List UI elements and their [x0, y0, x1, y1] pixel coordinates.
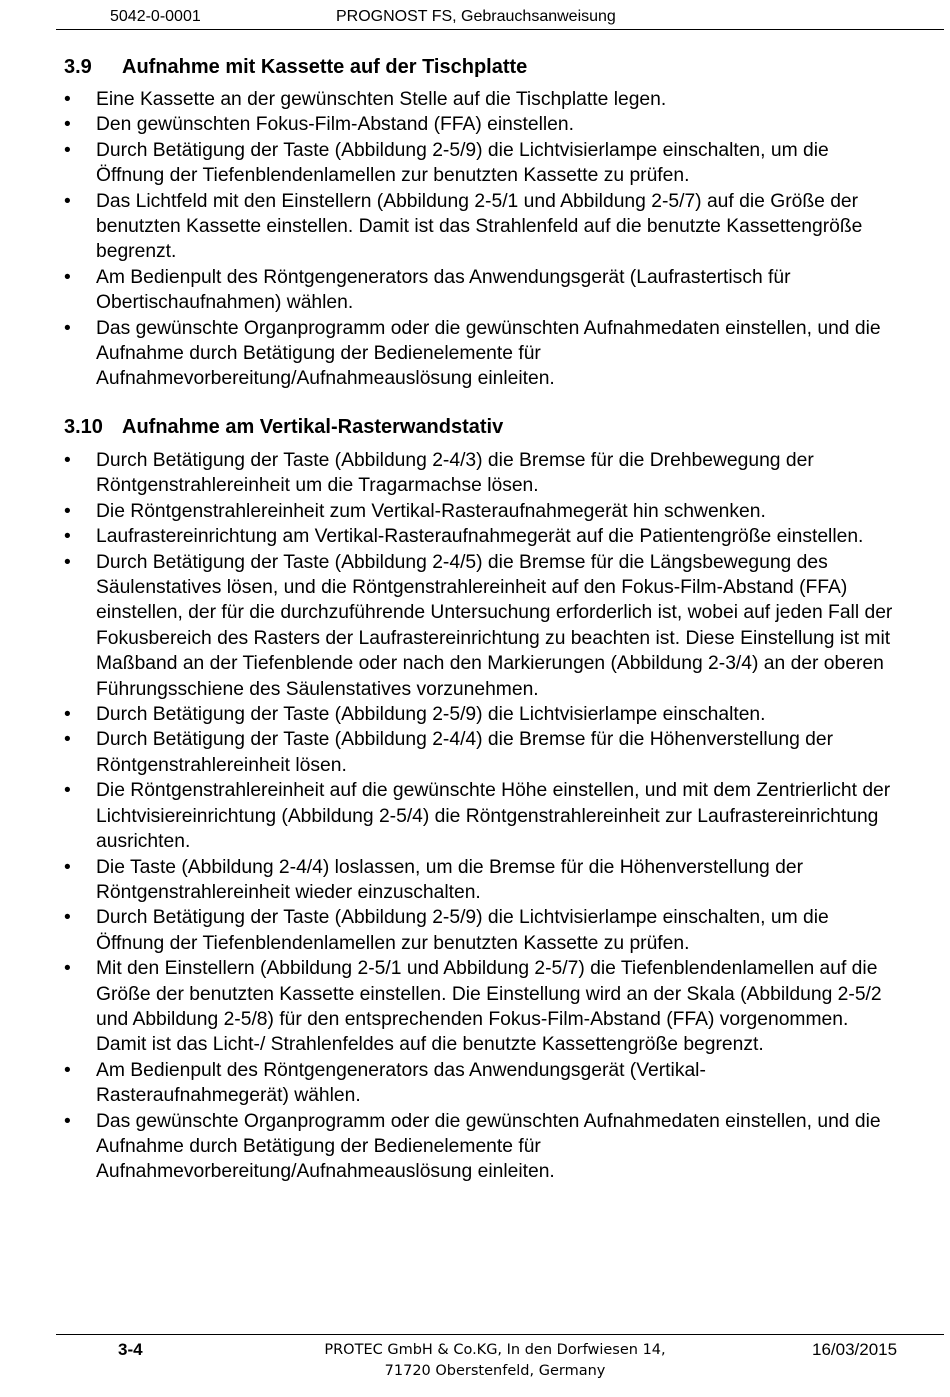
list-item: • Durch Betätigung der Taste (Abbildung 2-4/5) die Bremse für die Längsbewegung des Säulenstatives lösen, und die Röntgenstrahlereinheit auf den Fokus-Film-Abstand (FFA) einstellen, der für die durchzuführende Untersuchung erforderlich ist, wobei auf jeden Fall der Fokusbereich des Rasters der Laufrastereinrichtung zu beachten ist. Diese Einstellung ist mit Maßband an der Tiefenblende oder nach den Markierungen (Abbildung 2-3/4) an der oberen Führungsschiene des Säulenstatives vorzunehmen. — [64, 550, 894, 702]
list-item: • Durch Betätigung der Taste (Abbildung 2-5/9) die Lichtvisierlampe einschalten, um die Öffnung der Tiefenblendenlamellen zur benutzten Kassette zu prüfen. — [64, 905, 894, 956]
section-number: 3.10 — [64, 416, 103, 438]
list-item: • Eine Kassette an der gewünschten Stelle auf die Tischplatte legen. — [64, 87, 894, 112]
header-divider — [56, 29, 944, 30]
section-heading-3-10 — [64, 416, 503, 439]
list-item: • Durch Betätigung der Taste (Abbildung 2-5/9) die Lichtvisierlampe einschalten. — [64, 702, 894, 727]
list-item: • Durch Betätigung der Taste (Abbildung 2-4/4) die Bremse für die Höhenverstellung der Röntgenstrahlereinheit lösen. — [64, 727, 894, 778]
list-item: • Die Röntgenstrahlereinheit auf die gewünschte Höhe einstellen, und mit dem Zentrierlicht der Lichtvisiereinrichtung (Abbildung 2-5/4) die Röntgenstrahlereinheit zur Laufrastereinrichtung ausrichten. — [64, 778, 894, 854]
footer-divider — [56, 1334, 944, 1335]
page-footer — [0, 1336, 950, 1386]
list-item: • Laufrastereinrichtung am Vertikal-Rasteraufnahmegerät auf die Patientengröße einstellen. — [64, 524, 894, 549]
section-title: Aufnahme mit Kassette auf der Tischplatte — [122, 56, 528, 78]
bullet-list-3-10 — [64, 448, 894, 1185]
list-item: • Die Taste (Abbildung 2-4/4) loslassen, um die Bremse für die Höhenverstellung der Röntgenstrahlereinheit wieder einzuschalten. — [64, 855, 894, 906]
page-header — [0, 6, 950, 30]
list-item: • Das gewünschte Organprogramm oder die gewünschten Aufnahmedaten einstellen, und die Aufnahme durch Betätigung der Bedienelemente für Aufnahmevorbereitung/Aufnahmeauslösung einleiten. — [64, 1109, 894, 1185]
list-item: • Mit den Einstellern (Abbildung 2-5/1 und Abbildung 2-5/7) die Tiefenblendenlamellen auf die Größe der benutzten Kassette einstellen. Die Einstellung wird an der Skala (Abbildung 2-5/2 und Abbildung 2-5/8) für den entsprechenden Fokus-Film-Abstand (FFA) vorgenommen. Damit ist das Licht-/ Strahlenfeldes auf die benutzte Kassettengröße begrenzt. — [64, 956, 894, 1058]
list-item: • Die Röntgenstrahlereinheit zum Vertikal-Rasteraufnahmegerät hin schwenken. — [64, 499, 894, 524]
section-title: Aufnahme am Vertikal-Rasterwandstativ — [122, 416, 504, 438]
document-number: 5042-0-0001 — [110, 8, 201, 25]
list-item: • Durch Betätigung der Taste (Abbildung 2-4/3) die Bremse für die Drehbewegung der Röntgenstrahlereinheit um die Tragarmachse lösen. — [64, 448, 894, 499]
document-title: PROGNOST FS, Gebrauchsanweisung — [336, 8, 616, 25]
list-item: • Durch Betätigung der Taste (Abbildung 2-5/9) die Lichtvisierlampe einschalten, um die Öffnung der Tiefenblendenlamellen zur benutzten Kassette zu prüfen. — [64, 138, 894, 189]
bullet-list-3-9 — [64, 87, 894, 392]
footer-date: 16/03/2015 — [812, 1340, 898, 1359]
list-item: • Das Lichtfeld mit den Einstellern (Abbildung 2-5/1 und Abbildung 2-5/7) auf die Größe der benutzten Kassette einstellen. Damit ist das Strahlenfeld auf die benutzte Kassettengröße begrenzt. — [64, 189, 894, 265]
list-item: • Am Bedienpult des Röntgengenerators das Anwendungsgerät (Laufrastertisch für Obertischaufnahmen) wählen. — [64, 265, 894, 316]
list-item: • Das gewünschte Organprogramm oder die gewünschten Aufnahmedaten einstellen, und die Aufnahme durch Betätigung der Bedienelemente für Aufnahmevorbereitung/Aufnahmeauslösung einleiten. — [64, 316, 894, 392]
page-number: 3-4 — [118, 1340, 143, 1359]
company-address — [300, 1340, 690, 1382]
company-address-line-1: PROTEC GmbH & Co.KG, In den Dorfwiesen 14, — [324, 1342, 666, 1358]
list-item: • Am Bedienpult des Röntgengenerators das Anwendungsgerät (Vertikal-Rasteraufnahmegerät) wählen. — [64, 1058, 894, 1109]
section-number: 3.9 — [64, 56, 92, 78]
list-item: • Den gewünschten Fokus-Film-Abstand (FFA) einstellen. — [64, 112, 894, 137]
section-heading-3-9 — [64, 56, 527, 79]
company-address-line-2: 71720 Oberstenfeld, Germany — [384, 1363, 606, 1379]
